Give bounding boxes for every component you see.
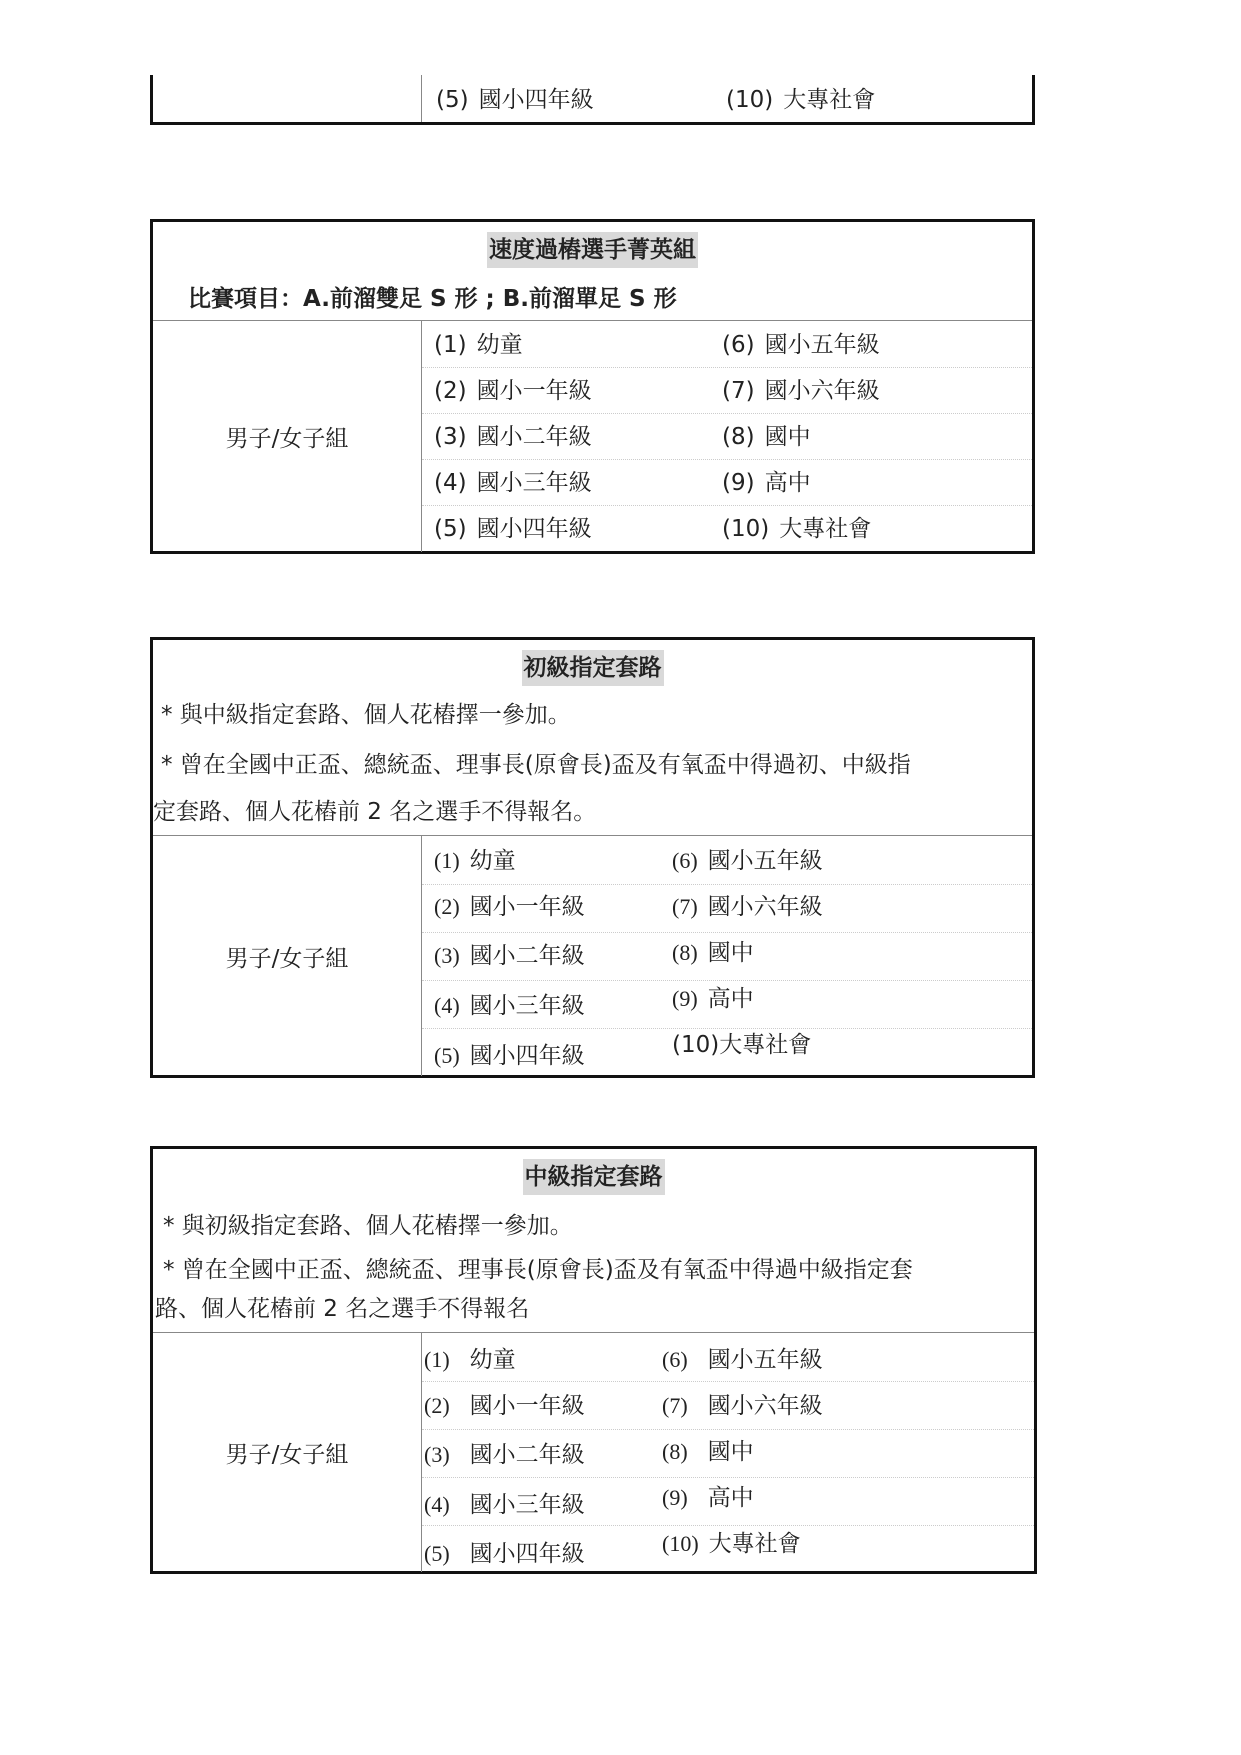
grade-item: (2) 國小一年級 bbox=[424, 1393, 585, 1419]
grade-item: (5) 國小四年級 bbox=[424, 1541, 585, 1567]
note-line: * 與中級指定套路、個人花樁擇一參加。 bbox=[161, 702, 571, 728]
table-speed-slalom-elite bbox=[150, 219, 1035, 554]
top-fragment-item-10: (10) 大專社會 bbox=[726, 87, 876, 113]
grade-item: (7) 國小六年級 bbox=[662, 1393, 823, 1419]
grade-grid bbox=[422, 1333, 1034, 1572]
table-header bbox=[153, 1149, 1034, 1333]
grade-item: (8) 國中 bbox=[662, 1439, 754, 1465]
table-title: 速度過樁選手菁英組 bbox=[487, 232, 698, 268]
table-body bbox=[153, 1333, 1034, 1572]
grade-item: (1) 幼童 bbox=[434, 332, 523, 358]
note-line: * 曾在全國中正盃、總統盃、理事長(原會長)盃及有氧盃中得過初、中級指 bbox=[161, 752, 911, 778]
grade-grid bbox=[422, 836, 1032, 1076]
grade-item: (7) 國小六年級 bbox=[672, 894, 823, 920]
gender-group-label: 男子/女子組 bbox=[153, 836, 422, 1076]
note-line: 定套路、個人花樁前 2 名之選手不得報名。 bbox=[153, 799, 597, 825]
grade-item: (3) 國小二年級 bbox=[424, 1442, 585, 1468]
grade-item: (10) 大專社會 bbox=[722, 516, 872, 542]
grade-item: (9) 高中 bbox=[672, 986, 754, 1012]
grade-item: (6) 國小五年級 bbox=[722, 332, 880, 358]
grade-item: (4) 國小三年級 bbox=[434, 470, 592, 496]
table-beginner-routine bbox=[150, 637, 1035, 1078]
grade-item: (1) 幼童 bbox=[434, 848, 516, 874]
grade-item: (6) 國小五年級 bbox=[672, 848, 823, 874]
grade-item: (8) 國中 bbox=[722, 424, 811, 450]
table-header bbox=[153, 222, 1032, 321]
gender-group-label: 男子/女子組 bbox=[153, 321, 422, 552]
grade-item: (8) 國中 bbox=[672, 940, 754, 966]
table-body bbox=[153, 836, 1032, 1076]
grade-item: (9) 高中 bbox=[662, 1485, 754, 1511]
grade-item: (3) 國小二年級 bbox=[434, 424, 592, 450]
grade-item: (4) 國小三年級 bbox=[424, 1492, 585, 1518]
note-line: 路、個人花樁前 2 名之選手不得報名 bbox=[155, 1296, 530, 1322]
grade-item: (1) 幼童 bbox=[424, 1347, 516, 1373]
grade-item: (2) 國小一年級 bbox=[434, 378, 592, 404]
top-table-fragment bbox=[150, 75, 1035, 125]
table-title: 中級指定套路 bbox=[523, 1159, 665, 1195]
table-title: 初級指定套路 bbox=[522, 650, 664, 686]
top-fragment-item-5: (5) 國小四年級 bbox=[436, 87, 594, 113]
table-body bbox=[153, 321, 1032, 552]
gender-group-label: 男子/女子組 bbox=[153, 1333, 422, 1572]
grade-item: (10) 大專社會 bbox=[662, 1531, 801, 1557]
grade-grid bbox=[422, 321, 1032, 552]
grade-item: (10)大專社會 bbox=[672, 1032, 812, 1058]
competition-items-note: 比賽項目：A.前溜雙足 S 形 ; B.前溜單足 S 形 bbox=[188, 286, 677, 312]
grade-item: (5) 國小四年級 bbox=[434, 516, 592, 542]
grade-item: (2) 國小一年級 bbox=[434, 894, 585, 920]
note-line: * 曾在全國中正盃、總統盃、理事長(原會長)盃及有氧盃中得過中級指定套 bbox=[163, 1257, 913, 1283]
grade-item: (7) 國小六年級 bbox=[722, 378, 880, 404]
table-header bbox=[153, 640, 1032, 836]
grade-item: (6) 國小五年級 bbox=[662, 1347, 823, 1373]
grade-item: (4) 國小三年級 bbox=[434, 993, 585, 1019]
grade-item: (3) 國小二年級 bbox=[434, 943, 585, 969]
grade-item: (9) 高中 bbox=[722, 470, 811, 496]
grade-item: (5) 國小四年級 bbox=[434, 1043, 585, 1069]
note-line: * 與初級指定套路、個人花樁擇一參加。 bbox=[163, 1213, 573, 1239]
table-intermediate-routine bbox=[150, 1146, 1037, 1574]
top-fragment-divider bbox=[421, 75, 422, 122]
